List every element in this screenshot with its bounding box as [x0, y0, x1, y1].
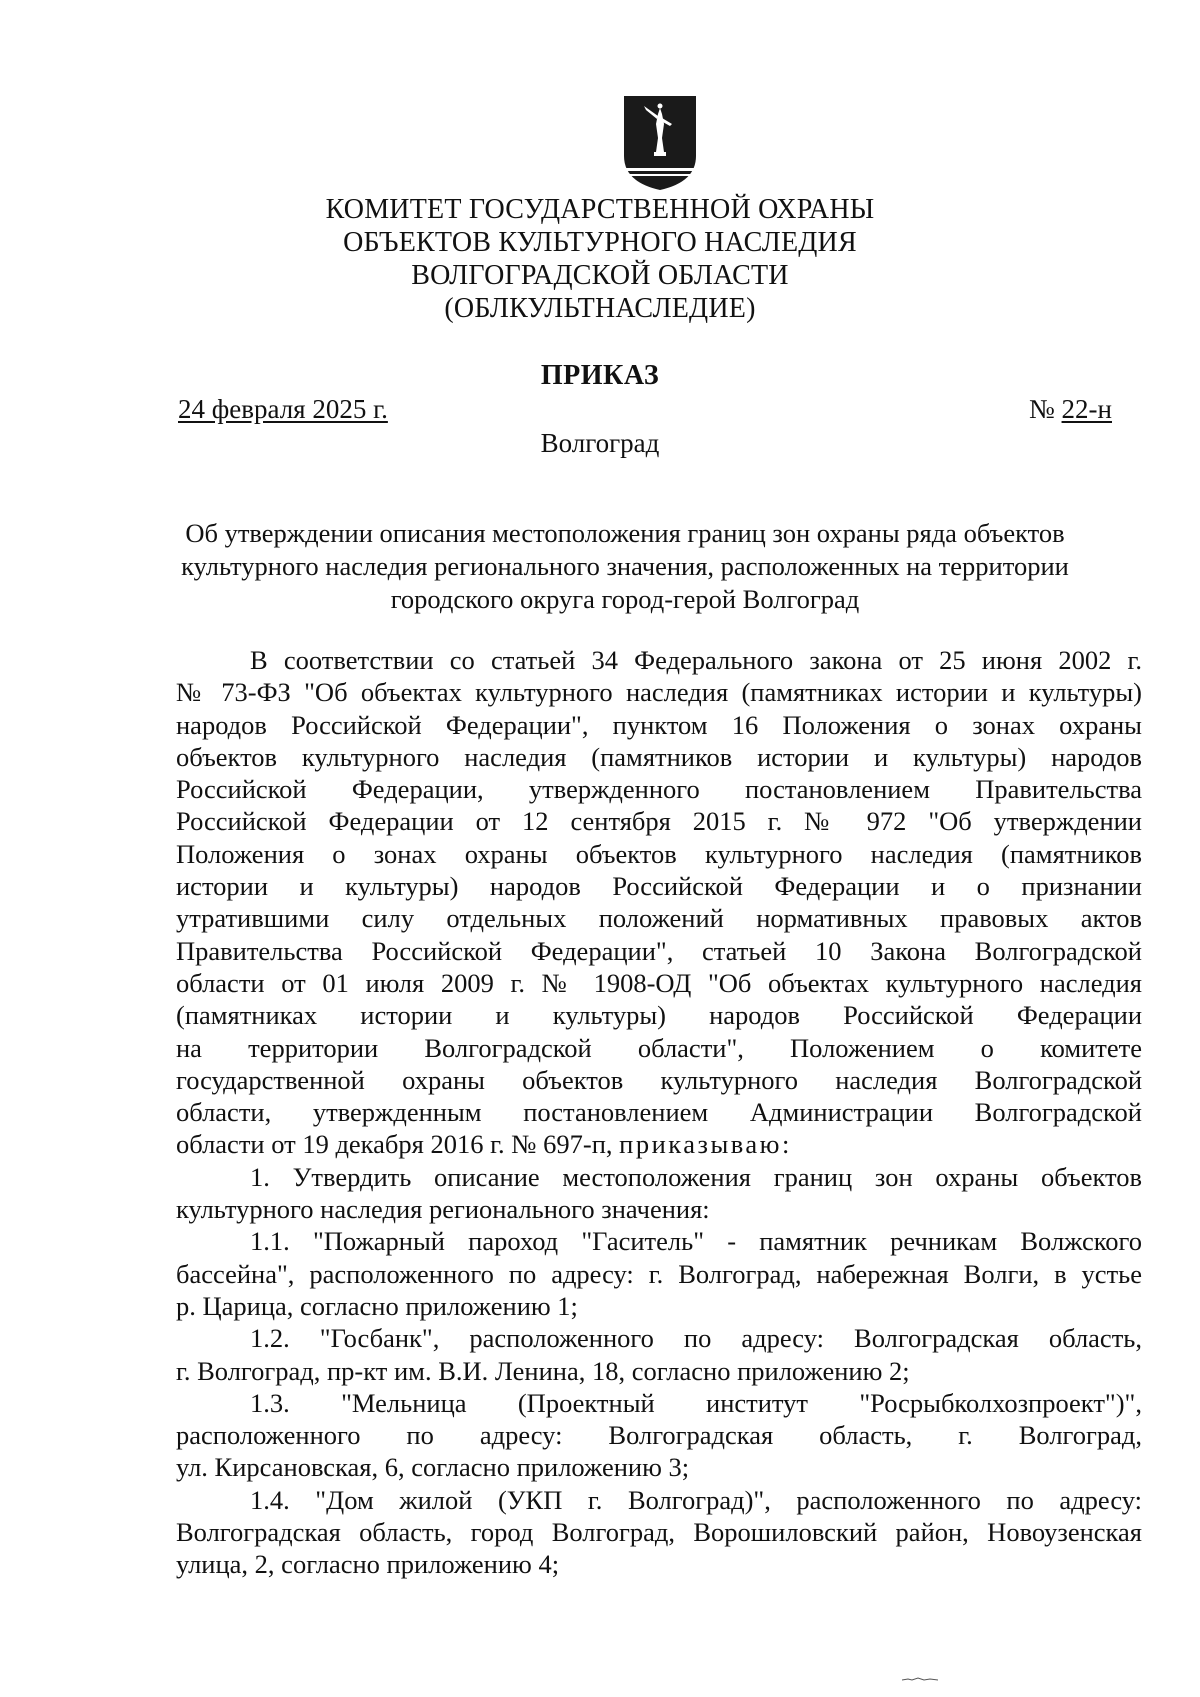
- item-line: 1.4. "Дом жилой (УКП г. Волгоград)", расположенного по адресу:: [250, 1484, 1142, 1515]
- body-line: государственной охраны объектов культурного наследия Волгоградской: [176, 1064, 1142, 1095]
- number-value: 22-н: [1061, 394, 1112, 424]
- subject-line: городского округа город-герой Волгоград: [390, 584, 860, 614]
- item-line: 1.2. "Госбанк", расположенного по адресу: Волгоградская область,: [250, 1323, 1142, 1354]
- body-line: Российской Федерации от 12 сентября 2015 г. № 972 "Об утверждении: [176, 806, 1142, 837]
- body-line: области, утвержденным постановлением Администрации Волгоградской: [176, 1097, 1142, 1128]
- document-body: [176, 644, 1142, 1581]
- subject-line: культурного наследия регионального значения, расположенных на территории: [181, 551, 1069, 581]
- body-line: Правительства Российской Федерации", статьей 10 Закона Волгоградской: [176, 935, 1142, 966]
- subject-line: Об утверждении описания местоположения границ зон охраны ряда объектов: [185, 518, 1065, 548]
- org-line: ВОЛГОГРАДСКОЙ ОБЛАСТИ: [411, 260, 789, 291]
- item-line: ул. Кирсановская, 6, согласно приложению 3;: [176, 1452, 690, 1483]
- item-line: 1. Утвердить описание местоположения границ зон охраны объектов: [250, 1161, 1142, 1192]
- order-word: приказываю:: [619, 1129, 792, 1160]
- document-city: Волгоград: [540, 428, 660, 458]
- document-number: [1029, 394, 1112, 425]
- scan-artifact: [902, 1677, 938, 1682]
- item-line: 1.3. "Мельница (Проектный институт "Росрыбколхозпроект")",: [250, 1387, 1142, 1418]
- org-line: (ОБЛКУЛЬТНАСЛЕДИЕ): [444, 293, 756, 324]
- org-line: ОБЪЕКТОВ КУЛЬТУРНОГО НАСЛЕДИЯ: [343, 227, 857, 258]
- body-line: [176, 1128, 1142, 1160]
- body-line: утратившими силу отдельных положений нормативных правовых актов: [176, 903, 1142, 934]
- body-line: области от 01 июля 2009 г. № 1908-ОД "Об объектах культурного наследия: [176, 967, 1142, 998]
- body-line: (памятниках истории и культуры) народов Российской Федерации: [176, 1000, 1142, 1031]
- organization-title: [200, 193, 1000, 325]
- body-line: истории и культуры) народов Российской Федерации и о признании: [176, 871, 1142, 902]
- body-line: Российской Федерации, утвержденного постановлением Правительства: [176, 774, 1142, 805]
- item-line: г. Волгоград, пр-кт им. В.И. Ленина, 18, согласно приложению 2;: [176, 1355, 910, 1386]
- item-line: бассейна", расположенного по адресу: г. Волгоград, набережная Волги, в устье: [176, 1258, 1142, 1289]
- body-line: на территории Волгоградской области", Положением о комитете: [176, 1032, 1142, 1063]
- body-line: народов Российской Федерации", пунктом 16 Положения о зонах охраны: [176, 709, 1142, 740]
- item-line: Волгоградская область, город Волгоград, Ворошиловский район, Новоузенская: [176, 1517, 1142, 1548]
- body-line: Положения о зонах охраны объектов культурного наследия (памятников: [176, 838, 1142, 869]
- item-line: расположенного по адресу: Волгоградская область, г. Волгоград,: [176, 1420, 1142, 1451]
- org-line: КОМИТЕТ ГОСУДАРСТВЕННОЙ ОХРАНЫ: [325, 194, 875, 225]
- preamble-ending: области от 19 декабря 2016 г. № 697-п,: [176, 1129, 613, 1160]
- volgograd-coat-of-arms-icon: [622, 94, 698, 192]
- document-type: ПРИКАЗ: [540, 360, 660, 391]
- item-line: улица, 2, согласно приложению 4;: [176, 1549, 560, 1580]
- number-prefix: №: [1029, 394, 1055, 424]
- item-line: 1.1. "Пожарный пароход "Гаситель" - памятник речникам Волжского: [250, 1226, 1142, 1257]
- item-line: р. Царица, согласно приложению 1;: [176, 1290, 578, 1321]
- item-line: культурного наследия регионального значения:: [176, 1194, 710, 1225]
- body-line: объектов культурного наследия (памятников истории и культуры) народов: [176, 741, 1142, 772]
- document-subject: [150, 517, 1100, 616]
- body-line: № 73-ФЗ "Об объектах культурного наследия (памятниках истории и культуры): [176, 677, 1142, 708]
- body-line: В соответствии со статьей 34 Федерального закона от 25 июня 2002 г.: [250, 645, 1142, 675]
- document-date: 24 февраля 2025 г.: [178, 394, 388, 424]
